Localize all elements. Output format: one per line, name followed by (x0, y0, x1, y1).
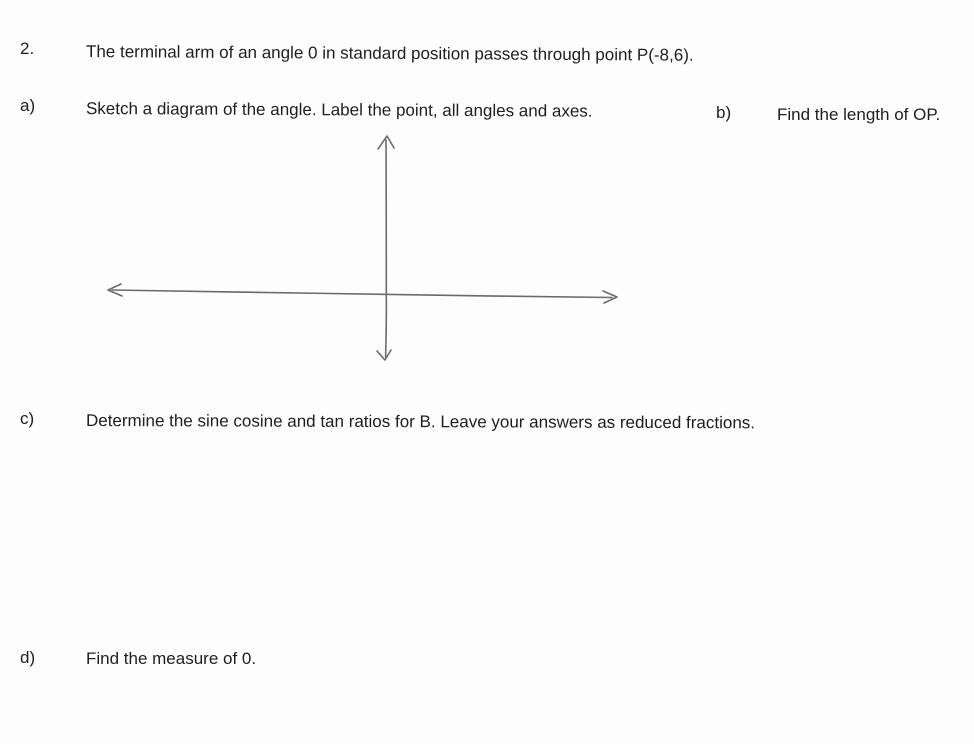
part-c-text: Determine the sine cosine and tan ratios for B. Leave your answers as reduced fractions. (85, 411, 756, 433)
part-d-text: Find the measure of 0. (86, 649, 257, 668)
y-axis (386, 140, 387, 357)
part-d-label: d) (20, 648, 36, 667)
y-axis-arrow-down (377, 350, 391, 360)
part-c-label: c) (20, 409, 35, 428)
part-a-label: a) (20, 96, 36, 115)
part-a-text: Sketch a diagram of the angle. Label the point, all angles and axes. (85, 99, 593, 121)
x-axis-arrow-left (108, 284, 122, 296)
x-axis (112, 290, 612, 298)
question-number: 2. (20, 39, 35, 58)
question-stem: The terminal arm of an angle 0 in standard position passes through point P(-8,6). (85, 42, 694, 65)
part-b-text: Find the length of OP. (777, 105, 941, 124)
y-axis-arrow-up (378, 136, 394, 149)
x-axis-arrow-right (603, 291, 617, 303)
part-b-label: b) (716, 103, 732, 122)
